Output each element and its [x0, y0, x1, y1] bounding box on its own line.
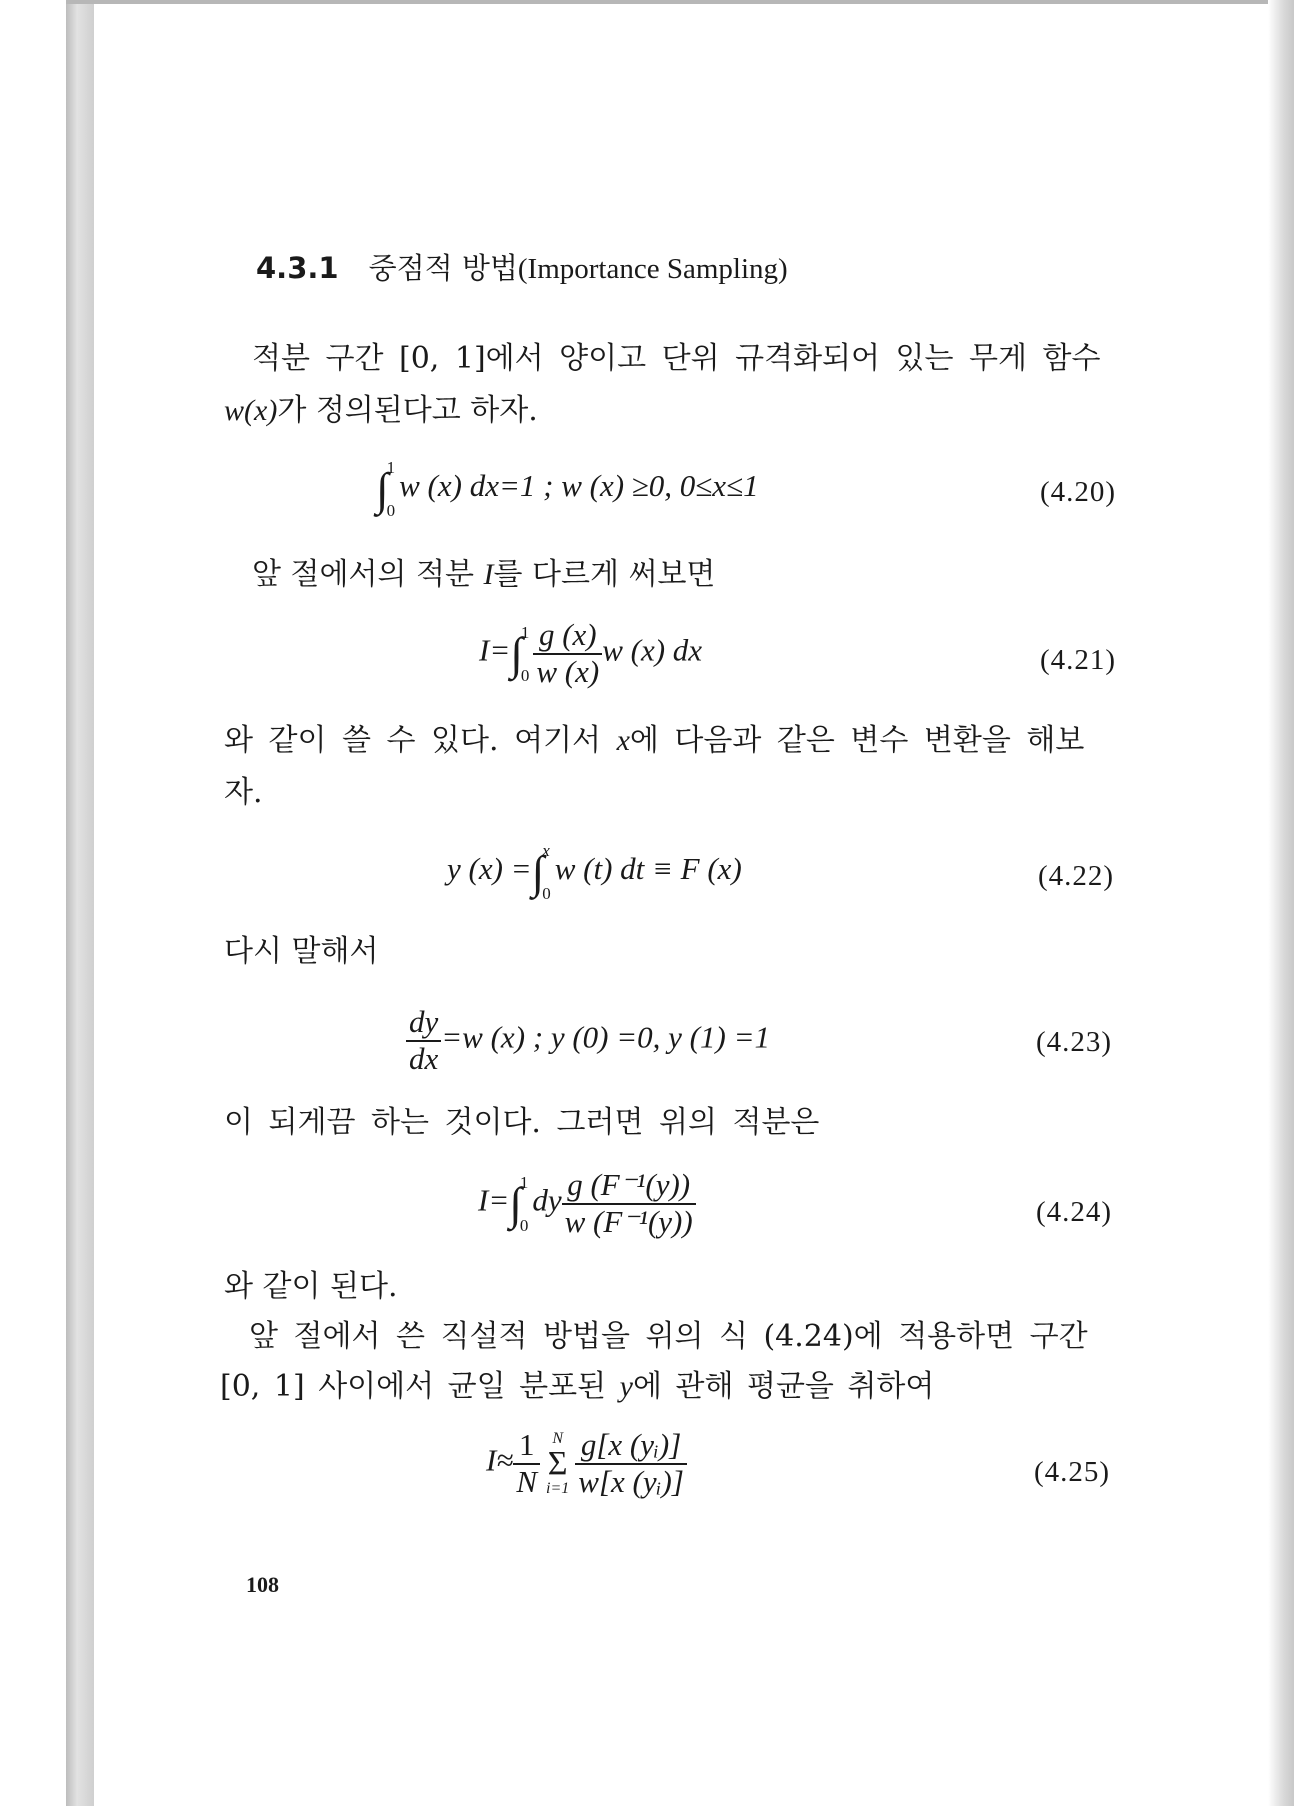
- paragraph-4: 다시 말해서: [224, 934, 379, 969]
- page-number: 108: [246, 1572, 279, 1597]
- paragraph-3-line-2: 자.: [224, 775, 263, 810]
- book-page-edge-right: [1268, 0, 1294, 1806]
- fraction-g-over-w: $\frac{g (x)}{w (x)}$: [533, 619, 602, 688]
- fraction-dy-dx: $\frac{dy}{dx}$: [406, 1006, 441, 1075]
- equation-number-4-20: (4.20): [1040, 476, 1117, 508]
- fraction-g-over-w-inverse: $\frac{\text{g (F⁻¹(y))}}{\text{w (F⁻¹(y))}}$: [562, 1169, 696, 1238]
- equation-4-25: I≈ $\frac{1}{N}$ N Σ i=1 $\frac{\text{g[x (yᵢ)]}}{\text{w[x (yᵢ)]}}$: [486, 1429, 687, 1498]
- inline-math-I: I: [483, 558, 494, 591]
- equation-4-24: I=∫ 1 0 dy $\frac{\text{g (F⁻¹(y))}}{\text{w (F⁻¹(y))}}$: [478, 1169, 696, 1238]
- section-title-en: (Importance Sampling): [517, 253, 788, 285]
- book-page-edge-left: [66, 0, 95, 1806]
- inline-math-y: y: [619, 1370, 633, 1403]
- equation-4-21: I=∫ 1 0 $\frac{g (x)}{w (x)}$ w (x) dx: [479, 617, 703, 689]
- equation-4-22: y (x) =∫ x 0 w (t) dt ≡ F (x): [447, 841, 742, 903]
- paragraph-3-line-1: 와 같이 쓸 수 있다. 여기서 x에 다음과 같은 변수 변환을 해보: [224, 723, 1085, 758]
- section-title-ko: 중점적 방법: [368, 251, 518, 285]
- paragraph-6: 와 같이 된다.: [224, 1269, 398, 1304]
- equation-4-20: [376, 459, 759, 519]
- summation-sign: Σ: [547, 1444, 568, 1482]
- integral-limits: x 0: [542, 841, 551, 903]
- equation-number-4-22: (4.22): [1038, 860, 1115, 892]
- fraction-1-over-N: $\frac{1}{N}$: [513, 1429, 540, 1498]
- integral-sign: ∫: [510, 628, 523, 680]
- paragraph-1-line-2: [224, 393, 538, 428]
- inline-math-x: x: [616, 724, 630, 757]
- section-heading: [256, 246, 788, 287]
- paragraph-7-line-1: 앞 절에서 쓴 직설적 방법을 위의 식 (4.24)에 적용하면 구간: [249, 1319, 1088, 1354]
- integral-sign: ∫: [376, 463, 389, 515]
- equation-number-4-24: (4.24): [1036, 1196, 1113, 1228]
- paragraph-1-line-1: 적분 구간 [0, 1]에서 양이고 단위 규격화되어 있는 무게 함수: [252, 341, 1101, 376]
- integral-limits: 1 0: [519, 1172, 529, 1235]
- summation: N Σ i=1: [546, 1429, 570, 1497]
- equation-body: w (x) dx=1 ; w (x) ≥0, 0≤x≤1: [399, 468, 759, 504]
- equation-number-4-21: (4.21): [1040, 644, 1117, 676]
- integral-limits: 1 0: [386, 458, 396, 520]
- integral-sign: ∫: [509, 1178, 522, 1230]
- section-number: 4.3.1: [256, 251, 339, 285]
- integral-limits: 1 0: [520, 622, 530, 685]
- book-page: [94, 4, 1268, 1806]
- paragraph-2: 앞 절에서의 적분 I를 다르게 써보면: [252, 557, 716, 592]
- fraction-g-over-w-xy: $\frac{\text{g[x (yᵢ)]}}{\text{w[x (yᵢ)]}}$: [575, 1429, 687, 1498]
- paragraph-5: 이 되게끔 하는 것이다. 그러면 위의 적분은: [224, 1105, 820, 1140]
- equation-4-23: $\frac{dy}{dx}$ =w (x) ; y (0) =0, y (1) =1: [406, 1006, 770, 1075]
- inline-math-wx: w(x): [224, 394, 278, 427]
- equation-number-4-25: (4.25): [1034, 1456, 1111, 1488]
- paragraph-1-text: 가 정의된다고 하자.: [277, 393, 538, 428]
- integral-sign: ∫: [531, 846, 545, 898]
- equation-number-4-23: (4.23): [1036, 1026, 1113, 1058]
- paragraph-7-line-2: [0, 1] 사이에서 균일 분포된 y에 관해 평균을 취하여: [220, 1369, 935, 1404]
